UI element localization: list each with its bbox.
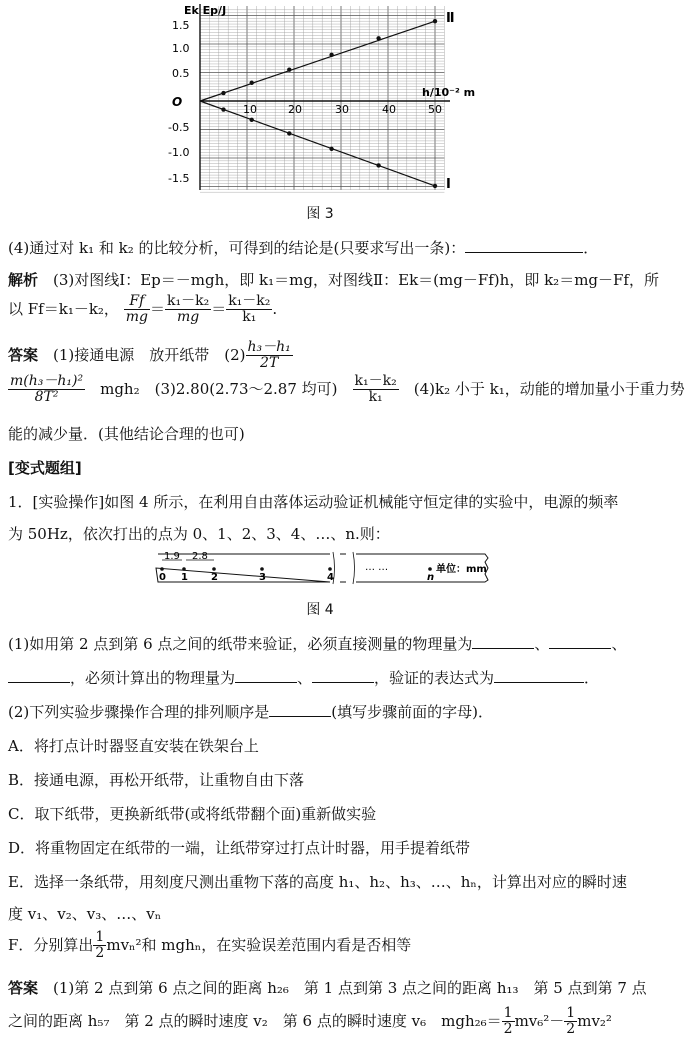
answer-label: 答案 [8,345,39,364]
tape-point-3 [260,567,264,571]
x-tick-10: 10 [243,103,257,116]
x-tick-40: 40 [382,103,396,116]
y-tick--1.0: -1.0 [168,146,190,159]
y-tick--1.5: -1.5 [168,172,190,185]
q1-line-2: 为 50Hz，依次打出的点为 0、1、2、3、4、…、n.则： [8,525,390,543]
data-point [287,67,291,71]
fraction: $\frac{\text{k₁－k₂}}{\text{k₁}}$ [354,373,397,406]
tape-label-n: n [427,572,435,583]
y-tick-0.5: 0.5 [172,67,190,80]
q1-1-line-2: ，必须计算出的物理量为 、 ，验证的表达式为 ． [8,668,632,690]
data-point [433,184,437,188]
energy-graph [150,0,480,200]
tape-label-3: 3 [259,572,266,583]
series-line-lower [200,101,435,186]
answer-label: 答案 [8,979,39,997]
answer-line-1: 答案 (1)接通电源 放开纸带 (2) $\frac{\text{h₃－h₁}}{2T}$ [8,339,291,372]
question-4: (4)通过对 k₁ 和 k₂ 的比较分析，可得到的结论是(只要求写出一条)： ． [8,239,599,257]
tape-point-0 [160,567,164,571]
data-point [221,91,225,95]
data-point [433,19,437,23]
q1-2: (2)下列实验步骤操作合理的排列顺序是 (填写步骤前面的字母)． [8,703,493,721]
answer-blank[interactable] [494,668,584,683]
line-label-lower: Ⅰ [446,177,451,192]
graph-grid [200,6,444,192]
fraction: $\frac{\text{h₃－h₁}}{2T}$ [247,339,291,372]
analysis-line-1: 解析 (3)对图线Ⅰ：Ep＝－mgh，即 k₁＝mg，对图线Ⅱ：Ek＝(mg－Ff)h，即 k₂＝mg－Ff，所 [8,271,659,289]
q1-1-line-1: (1)如用第 2 点到第 6 点之间的纸带来验证，必须直接测量的物理量为 、 、 [8,635,627,653]
tape-label-0: 0 [159,572,166,583]
option-d: D．将重物固定在纸带的一端，让纸带穿过打点计时器，用手提着纸带 [8,839,471,857]
tape-point-1 [182,567,186,571]
tape-dist-2: 2.8 [192,551,208,562]
fraction: $\frac{\text{k₁－k₂}}{\text{k₁}}$ [228,293,271,326]
line-label-upper: Ⅱ [446,11,455,26]
y-tick--0.5: -0.5 [168,121,190,134]
answer2-line-2: 之间的距离 h₅₇ 第 2 点的瞬时速度 v₂ 第 6 点的瞬时速度 v₆ mgh₂₆＝ $\frac{1}{2}$ mv₆²－ $\frac{1}{2}$ mv₂² [8,1005,612,1038]
data-point [329,147,333,151]
figure3-caption: 图 3 [306,206,334,222]
answer-line-3: 能的减少量．(其他结论合理的也可) [8,425,245,443]
fraction: $\frac{Ff}{mg}$ [125,293,148,326]
tape-point-2 [212,567,216,571]
answer-blank[interactable] [312,668,374,683]
answer-blank[interactable] [269,702,331,717]
x-tick-50: 50 [428,103,442,116]
option-c: C．取下纸带，更换新纸带(或将纸带翻个面)重新做实验 [8,805,377,823]
option-e-line-2: 度 v₁、v₂、v₃、…、vₙ [8,905,162,923]
paper-tape [150,548,500,588]
y-axis-label: Ek Ep/J [184,4,227,17]
analysis-label: 解析 [8,271,39,289]
answer-blank[interactable] [465,238,583,253]
tape-point-n [428,567,432,571]
fraction: $\frac{1}{2}$ [503,1005,513,1038]
y-tick-1.0: 1.0 [172,42,190,55]
answer-blank[interactable] [549,634,611,649]
tape-dist-1: 1.9 [164,551,180,562]
tape-point-4 [328,567,332,571]
origin-label: O [172,95,183,109]
fraction: $\frac{1}{2}$ [95,929,105,962]
q1-line-1: 1．[实验操作]如图 4 所示，在利用自由落体运动验证机械能守恒定律的实验中，电源的频率 [8,493,619,511]
tape-ellipsis: … … [365,562,389,573]
answer-line-2: $\frac{\text{m(h₃－h₁)²}}{\text{8T²}}$ mgh₂ (3)2.80(2.73～2.87 均可) $\frac{\text{k₁－k₂}}{\text{k₁}}$ (4)k₂ 小于 k₁，动能的增加量小于重力势 [10,373,685,406]
answer2-line-1: 答案 (1)第 2 点到第 6 点之间的距离 h₂₆ 第 1 点到第 3 点之间的距离 h₁₃ 第 5 点到第 7 点 [8,979,647,997]
option-f: F．分别算出 $\frac{1}{2}$ mvₙ²和 mghₙ，在实验误差范围内看是否相等 [8,929,412,962]
data-point [329,53,333,57]
fraction: $\frac{\text{m(h₃－h₁)²}}{\text{8T²}}$ [10,373,84,406]
fraction: $\frac{\text{k₁－k₂}}{mg}$ [166,293,210,326]
data-point [221,107,225,111]
option-e-line-1: E．选择一条纸带，用刻度尺测出重物下落的高度 h₁、h₂、h₃、…、hₙ，计算出对应的瞬时速 [8,873,627,891]
x-tick-30: 30 [335,103,349,116]
x-tick-20: 20 [288,103,302,116]
data-point [287,131,291,135]
figure4-caption: 图 4 [306,602,334,618]
data-point [250,118,254,122]
data-point [376,36,380,40]
option-b: B．接通电源，再松开纸带，让重物自由下落 [8,771,305,789]
tape-label-4: 4 [327,572,334,583]
analysis-line-2: 以 Ff＝k₁－k₂， $\frac{Ff}{mg}$ ＝ $\frac{\text{k₁－k₂}}{mg}$ ＝ $\frac{\text{k₁－k₂}}{\text{k₁}}$ . [8,293,278,326]
data-point [376,163,380,167]
x-axis-label: h/10⁻² m [422,86,476,99]
tape-unit: 单位：mm [436,564,487,575]
section-heading: [变式题组] [8,459,82,477]
tape-label-2: 2 [211,572,218,583]
answer-blank[interactable] [8,668,70,683]
fraction: $\frac{1}{2}$ [566,1005,576,1038]
tape-label-1: 1 [181,572,188,583]
answer-blank[interactable] [235,668,297,683]
data-point [250,81,254,85]
y-tick-1.5: 1.5 [172,19,190,32]
answer-blank[interactable] [472,634,534,649]
option-a: A．将打点计时器竖直安装在铁架台上 [8,737,259,755]
